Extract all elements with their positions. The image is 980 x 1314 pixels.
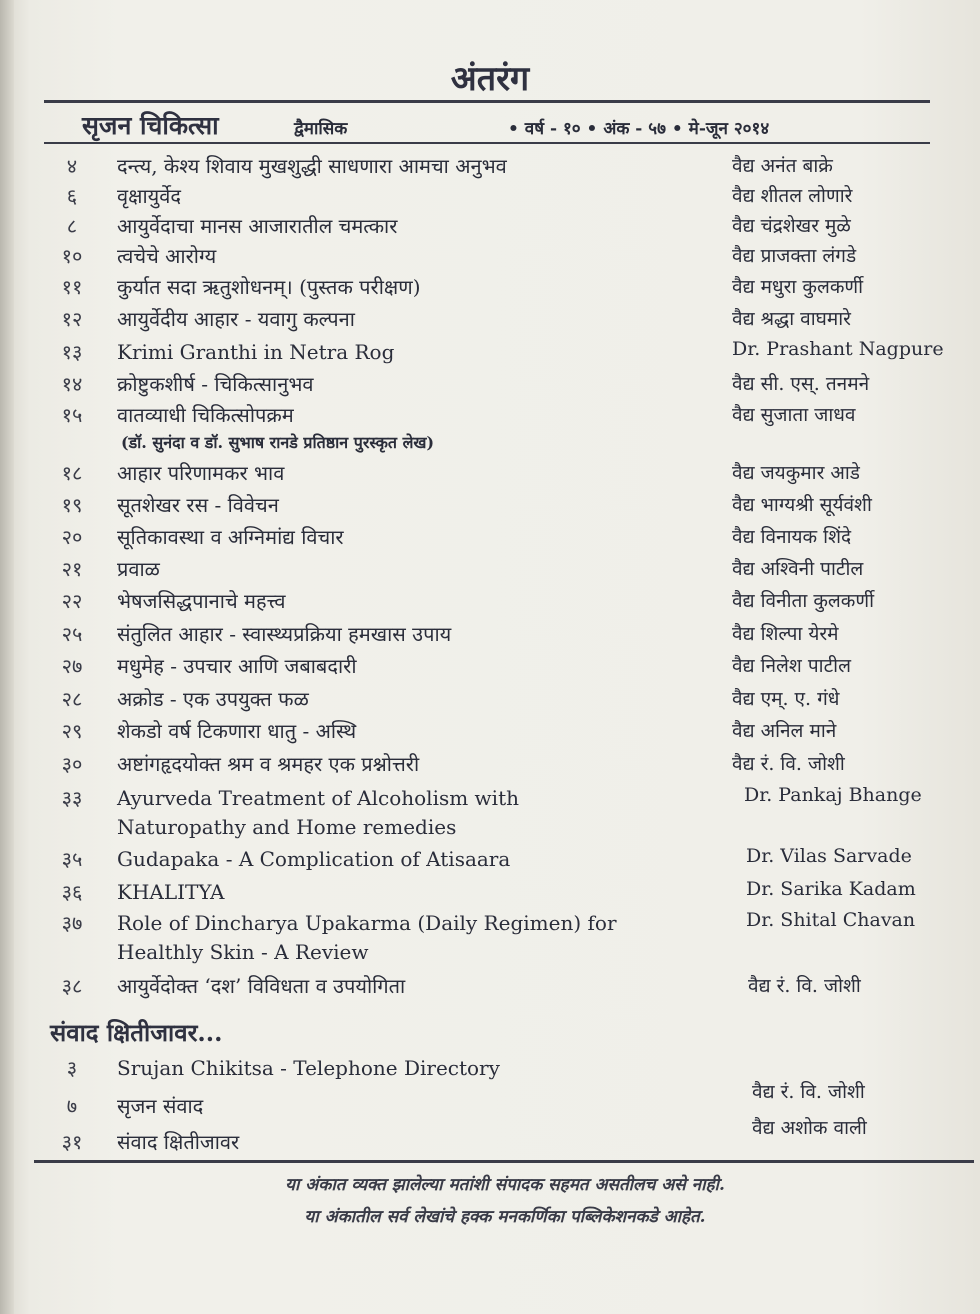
magazine-frequency: द्वैमासिक: [294, 119, 348, 139]
section-heading: संवाद क्षितीजावर...: [50, 1018, 223, 1047]
toc-page-number: ३७: [61, 911, 83, 935]
toc-article-title: संतुलित आहार - स्वास्थ्यप्रक्रिया हमखास उपाय: [117, 622, 452, 646]
footer-disclaimer: या अंकात व्यक्त झालेल्या मतांशी संपादक सहमत असतीलच असे नाही.: [285, 1175, 725, 1195]
toc-article-title: आयुर्वेदीय आहार - यवागु कल्पना: [117, 307, 355, 331]
toc-author: वैद्य मधुरा कुलकर्णी: [732, 276, 864, 298]
issue-info: • वर्ष - १० • अंक - ५७ • मे-जून २०१४: [508, 119, 770, 139]
toc-author: Dr. Pankaj Bhange: [744, 784, 922, 806]
toc-page-number: २०: [61, 525, 83, 549]
toc-article-title: सूतशेखर रस - विवेचन: [117, 493, 279, 517]
toc-article-title: आहार परिणामकर भाव: [117, 461, 285, 485]
toc-page-number: ६: [66, 184, 78, 208]
section-page-number: ७: [66, 1094, 78, 1118]
toc-article-title: भेषजसिद्धपानाचे महत्त्व: [117, 589, 286, 613]
toc-author: वैद्य रं. वि. जोशी: [748, 975, 861, 997]
section-item-title: सृजन संवाद: [117, 1094, 204, 1118]
toc-page-number: १२: [61, 307, 83, 331]
footer-copyright: या अंकातील सर्व लेखांचे हक्क मनकर्णिका पब्लिकेशनकडे आहेत.: [304, 1207, 706, 1227]
section-page-number: ३१: [61, 1130, 83, 1154]
toc-article-title: KHALITYA: [117, 880, 225, 904]
toc-page-number: ३३: [61, 786, 83, 810]
section-item-title: Srujan Chikitsa - Telephone Directory: [117, 1056, 500, 1080]
toc-author: Dr. Shital Chavan: [746, 909, 916, 931]
section-author: वैद्य अशोक वाली: [752, 1117, 867, 1139]
toc-article-title: त्वचेचे आरोग्य: [117, 244, 217, 268]
section-item-title: संवाद क्षितीजावर: [117, 1130, 240, 1154]
toc-article-title: अष्टांगहृदयोक्त श्रम व श्रमहर एक प्रश्नोत्तरी: [117, 752, 420, 776]
toc-page-number: २२: [61, 589, 83, 613]
toc-page-number: ३०: [61, 752, 83, 776]
toc-author: वैद्य विनायक शिंदे: [732, 526, 852, 548]
toc-page-number: २९: [61, 719, 83, 743]
toc-author: Dr. Vilas Sarvade: [746, 845, 912, 867]
toc-author: वैद्य अश्विनी पाटील: [732, 558, 864, 580]
toc-page-number: १०: [61, 244, 83, 268]
toc-page-number: १९: [61, 493, 83, 517]
toc-article-title: Gudapaka - A Complication of Atisaara: [117, 847, 511, 871]
toc-author: वैद्य सी. एस्. तनमने: [732, 373, 870, 395]
footer-divider: [34, 1160, 974, 1163]
toc-page-number: ३८: [61, 974, 83, 998]
section-page-number: ३: [66, 1056, 78, 1080]
toc-article-title: Role of Dincharya Upakarma (Daily Regimen) for Healthly Skin - A Review: [117, 911, 617, 964]
toc-page-number: ३५: [61, 847, 83, 871]
toc-article-title: Krimi Granthi in Netra Rog: [117, 340, 395, 364]
toc-page-number: ३६: [61, 880, 83, 904]
toc-author: वैद्य श्रद्धा वाघमारे: [732, 308, 851, 330]
toc-article-title: क्रोष्टुकशीर्ष - चिकित्सानुभव: [117, 372, 314, 396]
toc-author: वैद्य एम्. ए. गंधे: [732, 688, 840, 710]
toc-author: वैद्य चंद्रशेखर मुळे: [732, 215, 851, 237]
toc-author: Dr. Sarika Kadam: [746, 878, 916, 900]
magazine-name: सृजन चिकित्सा: [82, 111, 219, 140]
toc-article-note: (डॉ. सुनंदा व डॉ. सुभाष रानडे प्रतिष्ठान पुरस्कृत लेख): [121, 433, 435, 452]
toc-article-title: Ayurveda Treatment of Alcoholism with Naturopathy and Home remedies: [117, 786, 519, 839]
toc-article-title: सूतिकावस्था व अग्निमांद्य विचार: [117, 525, 344, 549]
toc-article-title: वृक्षायुर्वेद: [117, 184, 181, 208]
toc-page-number: ११: [61, 275, 83, 299]
section-author: वैद्य रं. वि. जोशी: [752, 1081, 865, 1103]
toc-page-number: ८: [66, 214, 78, 238]
toc-author: वैद्य शीतल लोणारे: [732, 185, 853, 207]
toc-page-number: १८: [61, 461, 83, 485]
toc-author: वैद्य शिल्पा येरमे: [732, 623, 839, 645]
toc-page-number: १५: [61, 403, 83, 427]
toc-author: वैद्य भाग्यश्री सूर्यवंशी: [732, 494, 872, 516]
toc-author: वैद्य विनीता कुलकर्णी: [732, 590, 875, 612]
toc-author: वैद्य अनिल माने: [732, 720, 837, 742]
toc-article-title: आयुर्वेदोक्त ‘दश’ विविधता व उपयोगिता: [117, 974, 406, 998]
toc-article-title: मधुमेह - उपचार आणि जबाबदारी: [117, 654, 357, 678]
toc-page-number: २१: [61, 557, 83, 581]
toc-article-title: आयुर्वेदाचा मानस आजारातील चमत्कार: [117, 214, 398, 238]
toc-author: वैद्य निलेश पाटील: [732, 655, 851, 677]
page-title: अंतरंग: [450, 59, 530, 99]
toc-author: वैद्य सुजाता जाधव: [732, 404, 856, 426]
toc-author: Dr. Prashant Nagpure: [732, 338, 944, 360]
toc-author: वैद्य प्राजक्ता लंगडे: [732, 245, 857, 267]
toc-author: वैद्य रं. वि. जोशी: [732, 753, 845, 775]
toc-page-number: २७: [61, 654, 83, 678]
toc-author: वैद्य अनंत बाक्रे: [732, 155, 833, 177]
toc-page-number: २८: [61, 687, 83, 711]
toc-article-title: शेकडो वर्ष टिकणारा धातु - अस्थि: [117, 719, 357, 743]
toc-page-number: २५: [61, 622, 83, 646]
toc-page-number: ४: [66, 154, 78, 178]
toc-article-title: कुर्यात सदा ऋतुशोधनम्। (पुस्तक परीक्षण): [117, 275, 421, 299]
toc-author: वैद्य जयकुमार आडे: [732, 462, 860, 484]
toc-page-number: १४: [61, 372, 83, 396]
toc-article-title: दन्त्य, केश्य शिवाय मुखशुद्धी साधणारा आमचा अनुभव: [117, 154, 507, 178]
toc-page-number: १३: [61, 340, 83, 364]
toc-article-title: प्रवाळ: [117, 557, 160, 581]
toc-article-title: [117, 401, 697, 456]
toc-article-title-text: वातव्याधी चिकित्सोपक्रम: [117, 403, 294, 427]
toc-article-title: अक्रोड - एक उपयुक्त फळ: [117, 687, 309, 711]
